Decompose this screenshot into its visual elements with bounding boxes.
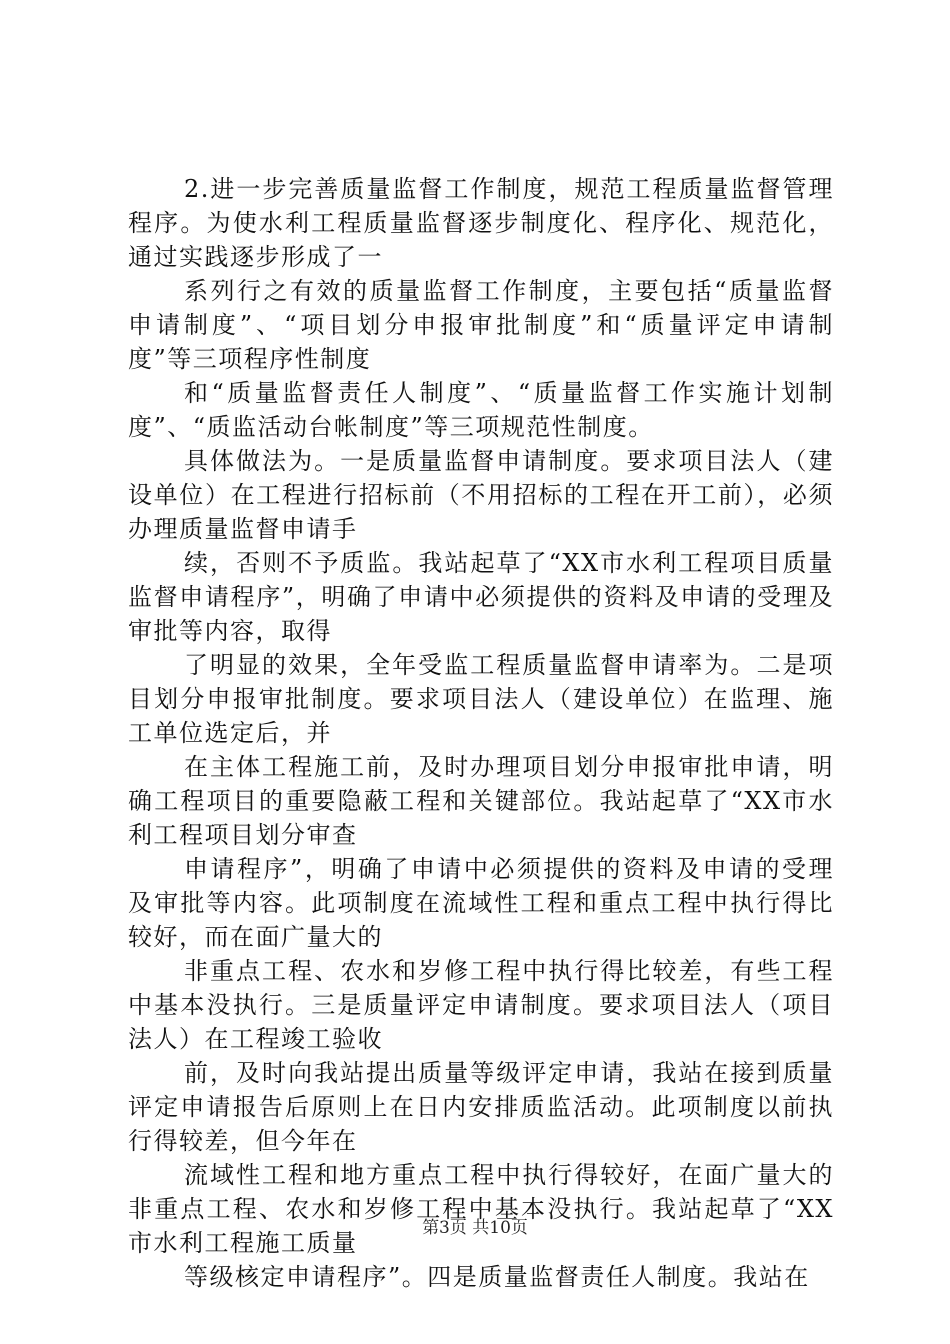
paragraph: 非重点工程、农水和岁修工程中执行得比较差，有些工程中基本没执行。三是质量评定申请制度。要求项目法人（项目法人）在工程竣工验收: [128, 957, 834, 1053]
paragraph: 了明显的效果，全年受监工程质量监督申请率为。二是项目划分申报审批制度。要求项目法人（建设单位）在监理、施工单位选定后，并: [128, 651, 834, 747]
paragraph: 前，及时向我站提出质量等级评定申请，我站在接到质量评定申请报告后原则上在日内安排质监活动。此项制度以前执行得较差，但今年在: [128, 1059, 834, 1155]
document-body: [128, 172, 834, 1294]
paragraph: 2.进一步完善质量监督工作制度，规范工程质量监督管理程序。为使水利工程质量监督逐步制度化、程序化、规范化，通过实践逐步形成了一: [128, 175, 834, 271]
paragraph: 在主体工程施工前，及时办理项目划分申报审批申请，明确工程项目的重要隐蔽工程和关键部位。我站起草了“XX市水利工程项目划分审查: [128, 753, 834, 849]
paragraph: 流域性工程和地方重点工程中执行得较好，在面广量大的非重点工程、农水和岁修工程中基本没执行。我站起草了“XX市水利工程施工质量: [128, 1161, 834, 1257]
paragraph: 和“质量监督责任人制度”、“质量监督工作实施计划制度”、“质监活动台帐制度”等三项规范性制度。: [128, 379, 834, 441]
page-number-footer: 第3页 共10页: [422, 1218, 528, 1238]
paragraph: 系列行之有效的质量监督工作制度，主要包括“质量监督申请制度”、“项目划分申报审批制度”和“质量评定申请制度”等三项程序性制度: [128, 277, 834, 373]
paragraph: 申请程序”，明确了申请中必须提供的资料及申请的受理及审批等内容。此项制度在流域性工程和重点工程中执行得比较好，而在面广量大的: [128, 855, 834, 951]
paragraph: 等级核定申请程序”。四是质量监督责任人制度。我站在: [184, 1263, 810, 1291]
paragraph: 具体做法为。一是质量监督申请制度。要求项目法人（建设单位）在工程进行招标前（不用招标的工程在开工前），必须办理质量监督申请手: [128, 447, 834, 543]
paragraph: 续，否则不予质监。我站起草了“XX市水利工程项目质量监督申请程序”，明确了申请中必须提供的资料及申请的受理及审批等内容，取得: [128, 549, 834, 645]
